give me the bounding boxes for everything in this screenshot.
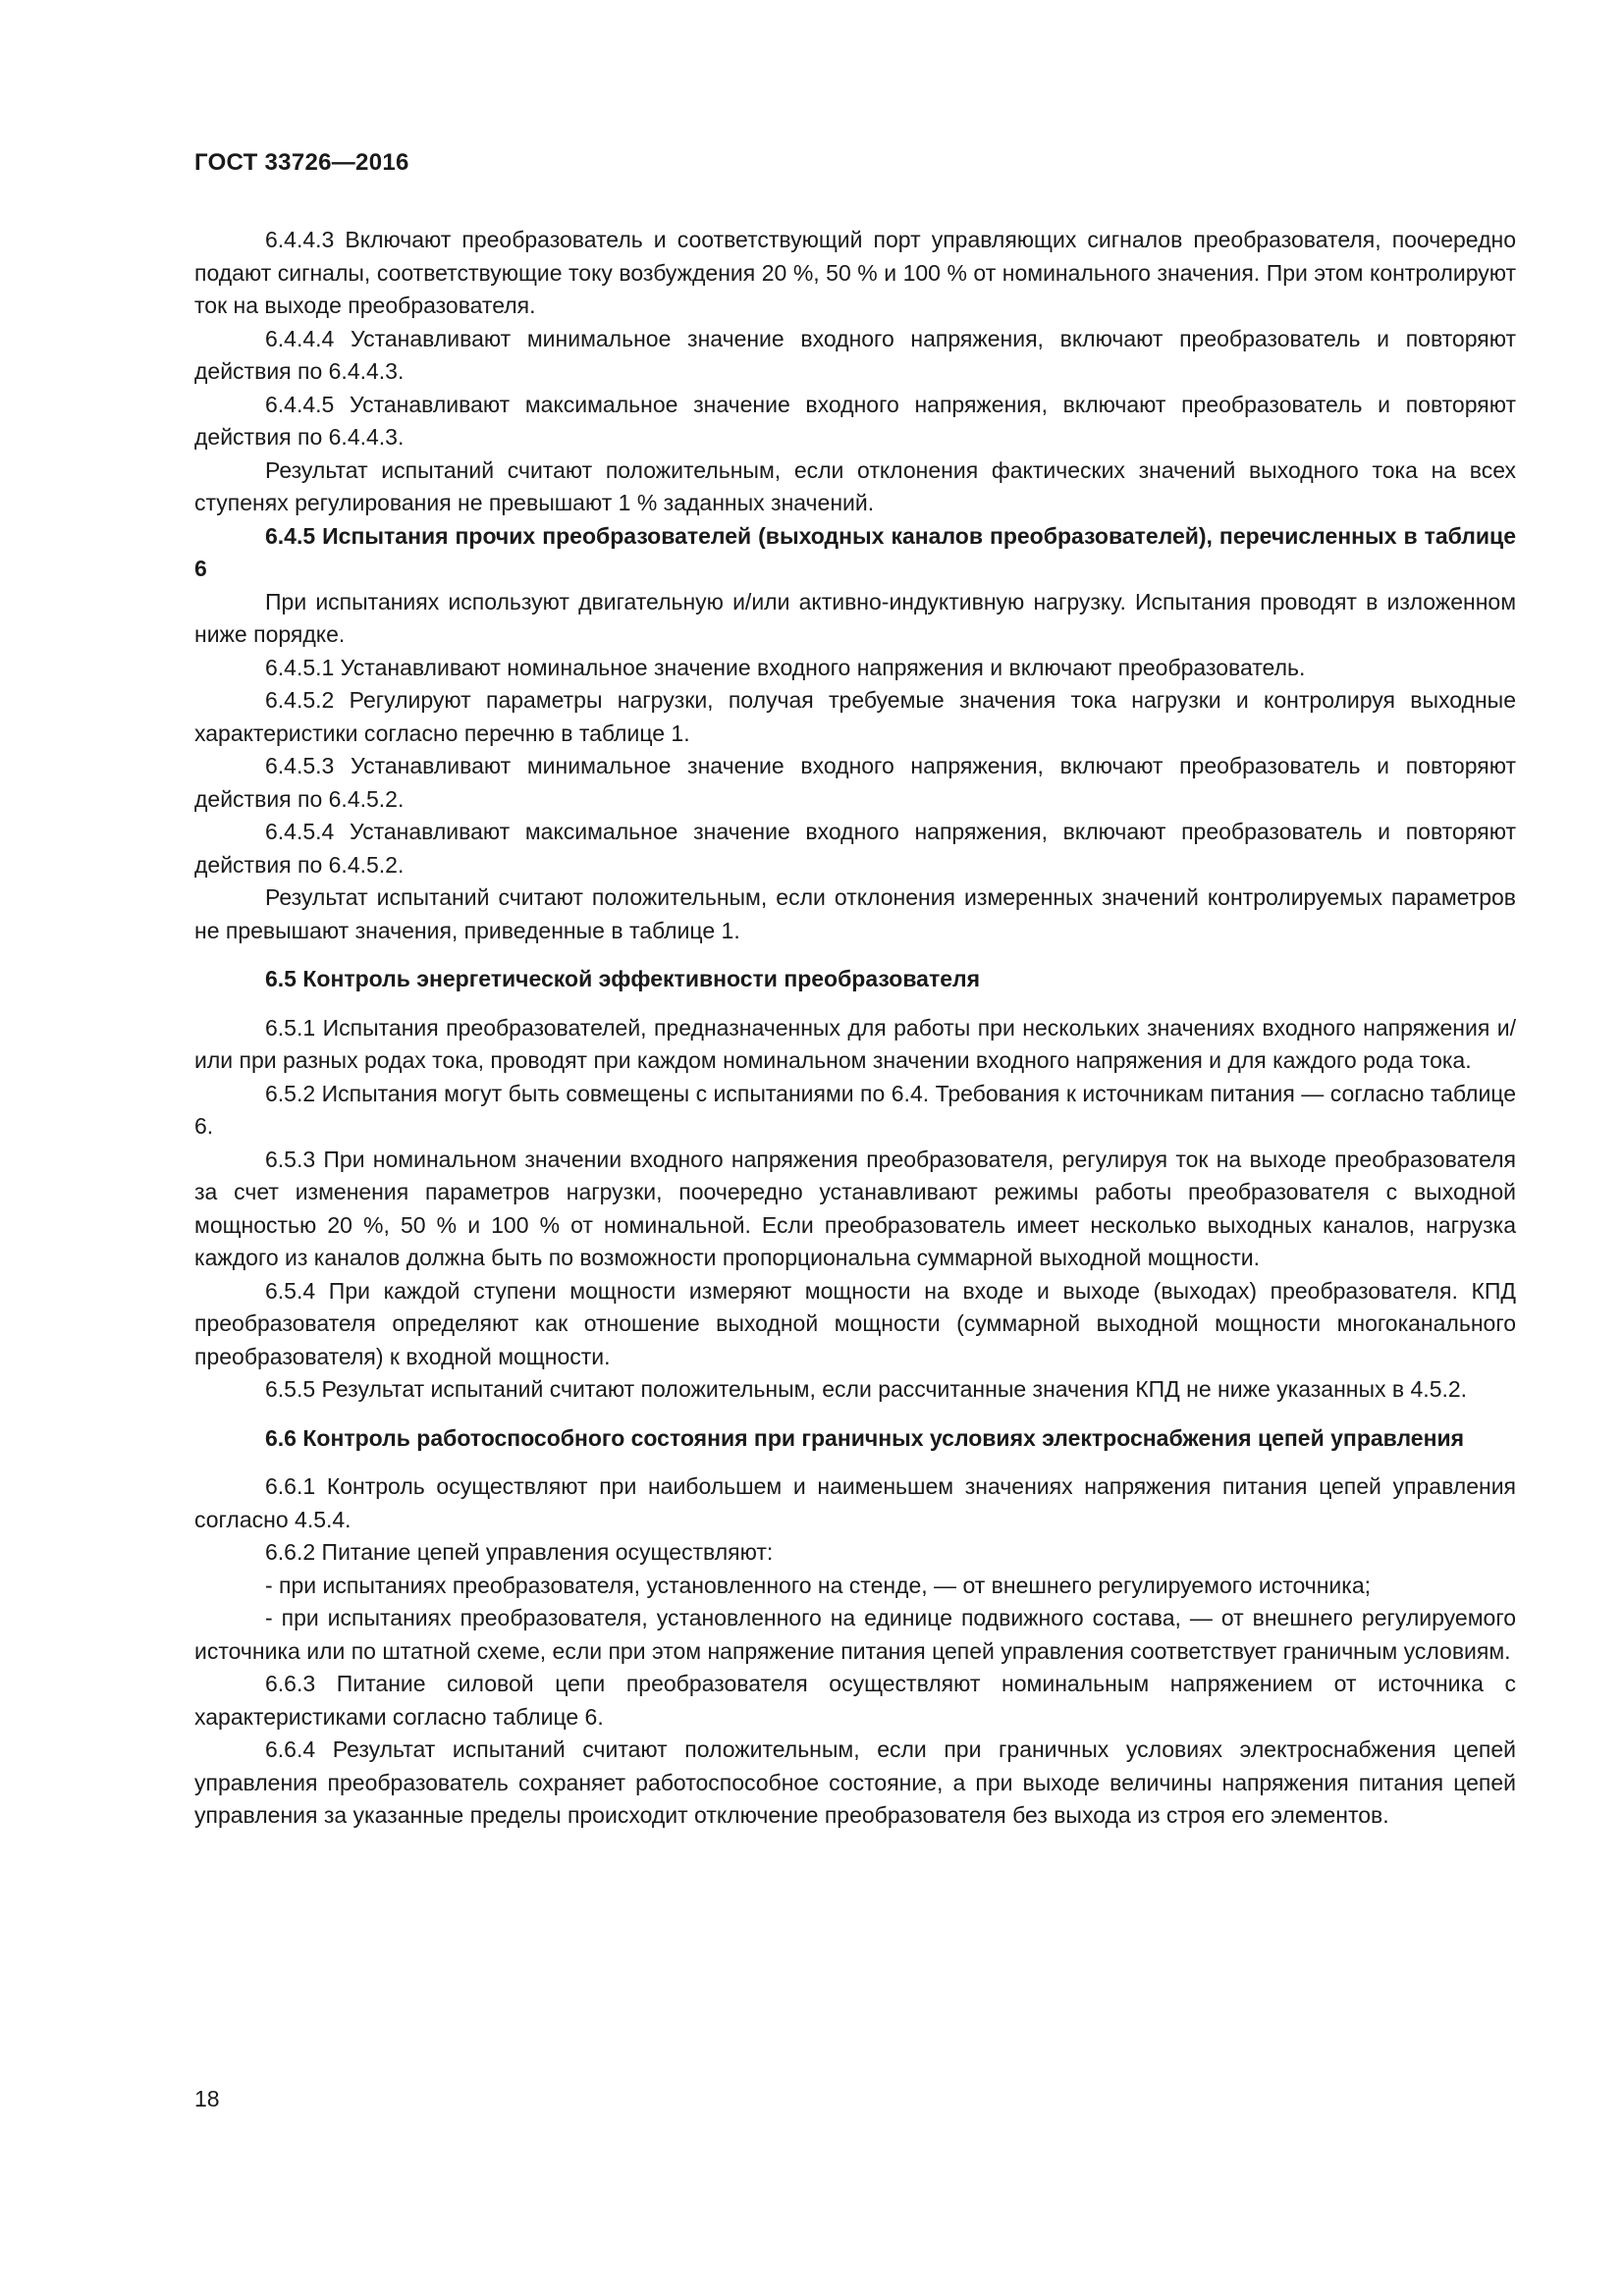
paragraph-6-5-5: 6.5.5 Результат испытаний считают положительным, если рассчитанные значения КПД не ниже указанных в 4.5.2. (265, 1376, 1468, 1402)
paragraph-6-4-5-intro: При испытаниях используют двигательную и/или активно-индуктивную нагрузку. Испытания проводят в изложенном ниже порядке. (194, 588, 1516, 647)
paragraph-6-4-5-3: 6.4.5.3 Устанавливают минимальное значение входного напряжения, включают преобразователь и повторяют действия по 6.4.5.2. (194, 753, 1516, 812)
paragraph-6-6-4: 6.6.4 Результат испытаний считают положительным, если при граничных условиях электроснабжения цепей управления преобразователь сохраняет работоспособное состояние, а при выходе величины напряжения питания цепей управления за указанные пределы происходит отключение преобразователя без выхода из строя его элементов. (194, 1736, 1516, 1828)
document-body (194, 224, 1516, 1833)
document-header: ГОСТ 33726—2016 (194, 149, 409, 176)
paragraph-result-6-4-5: Результат испытаний считают положительным, если отклонения измеренных значений контролируемых параметров не превышают значения, приведенные в таблице 1. (194, 884, 1516, 943)
section-heading-6-5: 6.5 Контроль энергетической эффективности преобразователя (265, 966, 981, 991)
paragraph-6-5-3: 6.5.3 При номинальном значении входного напряжения преобразователя, регулируя ток на выходе преобразователя за счет изменения параметров нагрузки, поочередно устанавливают режимы работы преобразователя с выходной мощностью 20 %, 50 % и 100 % от номинальной. Если преобразователь имеет несколько выходных каналов, нагрузка каждого из каналов должна быть по возможности пропорциональна суммарной выходной мощности. (194, 1146, 1516, 1270)
list-item-stand: - при испытаниях преобразователя, установленного на стенде, — от внешнего регулируемого источника; (265, 1572, 1372, 1598)
subsection-heading-6-4-5: 6.4.5 Испытания прочих преобразователей (выходных каналов преобразователей), перечисленных в таблице 6 (194, 522, 1516, 581)
paragraph-6-4-4-3: 6.4.4.3 Включают преобразователь и соответствующий порт управляющих сигналов преобразователя, поочередно подают сигналы, соответствующие току возбуждения 20 %, 50 % и 100 % от номинального значения. При этом контролируют ток на выходе преобразователя. (194, 227, 1516, 318)
paragraph-6-5-1: 6.5.1 Испытания преобразователей, предназначенных для работы при нескольких значениях входного напряжения и/или при разных родах тока, проводят при каждом номинальном значении входного напряжения и для каждого рода тока. (194, 1014, 1516, 1073)
paragraph-6-5-4: 6.5.4 При каждой ступени мощности измеряют мощности на входе и выходе (выходах) преобразователя. КПД преобразователя определяют как отношение выходной мощности (суммарной выходной мощности многоканального преобразователя) к входной мощности. (194, 1277, 1516, 1369)
paragraph-6-4-4-5: 6.4.4.5 Устанавливают максимальное значение входного напряжения, включают преобразователь и повторяют действия по 6.4.4.3. (194, 391, 1516, 450)
paragraph-6-6-3: 6.6.3 Питание силовой цепи преобразователя осуществляют номинальным напряжением от источника с характеристиками согласно таблице 6. (194, 1671, 1516, 1730)
paragraph-6-6-2: 6.6.2 Питание цепей управления осуществляют: (265, 1539, 774, 1565)
paragraph-6-5-2: 6.5.2 Испытания могут быть совмещены с испытаниями по 6.4. Требования к источникам питания — согласно таблице 6. (194, 1080, 1516, 1139)
page-number: 18 (194, 2086, 220, 2111)
paragraph-6-4-5-2: 6.4.5.2 Регулируют параметры нагрузки, получая требуемые значения тока нагрузки и контролируя выходные характеристики согласно перечню в таблице 1. (194, 687, 1516, 746)
paragraph-6-4-5-1: 6.4.5.1 Устанавливают номинальное значение входного напряжения и включают преобразователь. (265, 654, 1306, 680)
paragraph-6-6-1: 6.6.1 Контроль осуществляют при наибольшем и наименьшем значениях напряжения питания цепей управления согласно 4.5.4. (194, 1473, 1516, 1532)
paragraph-result-6-4-4: Результат испытаний считают положительным, если отклонения фактических значений выходного тока на всех ступенях регулирования не превышают 1 % заданных значений. (194, 456, 1516, 515)
list-item-rolling-stock: - при испытаниях преобразователя, установленного на единице подвижного состава, — от внешнего регулируемого источника или по штатной схеме, если при этом напряжение питания цепей управления соответствует граничным условиям. (194, 1605, 1516, 1664)
paragraph-6-4-5-4: 6.4.5.4 Устанавливают максимальное значение входного напряжения, включают преобразователь и повторяют действия по 6.4.5.2. (194, 819, 1516, 878)
section-heading-6-6: 6.6 Контроль работоспособного состояния при граничных условиях электроснабжения цепей управления (265, 1424, 1465, 1451)
paragraph-6-4-4-4: 6.4.4.4 Устанавливают минимальное значение входного напряжения, включают преобразователь и повторяют действия по 6.4.4.3. (194, 325, 1516, 384)
